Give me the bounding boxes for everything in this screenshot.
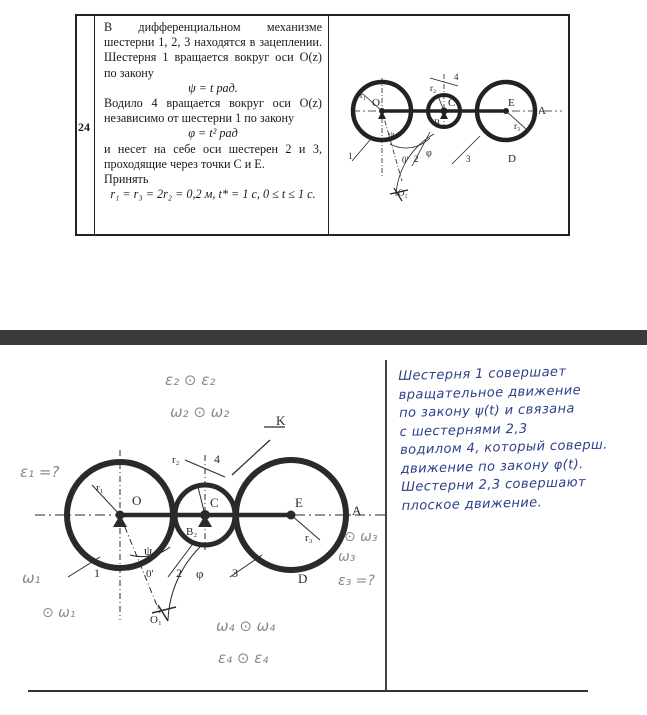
- task-line: проходящие через точки C и E.: [104, 156, 265, 171]
- label-D: D: [298, 571, 308, 586]
- note-line: движение по закону φ(t).: [400, 456, 584, 477]
- bottom-border: [28, 690, 588, 692]
- label-O: O: [372, 97, 380, 109]
- label-A: A: [352, 503, 362, 518]
- label-E: E: [508, 97, 515, 109]
- label-r2: r₂: [430, 83, 437, 93]
- label-r2: r₂: [172, 454, 180, 466]
- label-C: C: [448, 97, 456, 109]
- label-psi: ψ: [388, 130, 395, 141]
- handwritten-eps3: ε₃ =?: [338, 573, 375, 589]
- label-phi: φ: [426, 148, 432, 159]
- task-line: Принять: [104, 172, 149, 187]
- label-r3: r₃: [514, 121, 521, 131]
- label-3: 3: [232, 566, 238, 580]
- handwritten-notes: [398, 361, 647, 515]
- label-A: A: [538, 105, 546, 117]
- handwritten-omega4: ω₄ ⊙ ω₄: [216, 617, 276, 635]
- page-divider: [0, 330, 647, 345]
- label-4: 4: [214, 452, 220, 466]
- label-3: 3: [466, 154, 471, 164]
- note-line: Шестерни 2,3 совершают: [400, 475, 587, 495]
- task-line: по закону: [104, 65, 154, 80]
- note-line: водилом 4, который соверш.: [399, 437, 608, 458]
- mechanism-figure: [330, 16, 568, 234]
- task-formula-psi: ψ = t рад.: [188, 80, 238, 95]
- task-given-values: r₁ = r₃ = 2r₂ = 0,2 м, t* = 1 с, 0 ≤ t ≤ 1 с.: [110, 187, 316, 202]
- label-D: D: [508, 153, 516, 165]
- handwritten-omega1: ω₁: [22, 569, 41, 587]
- label-B2: B₂: [434, 118, 444, 128]
- label-1: 1: [348, 151, 353, 161]
- note-line: вращательное движение: [398, 382, 582, 403]
- handwritten-eps2: ε₂ ⊙ ε₂: [165, 371, 216, 389]
- label-1: 1: [94, 566, 100, 580]
- label-C: C: [210, 495, 219, 510]
- label-psi: ψ: [144, 543, 153, 558]
- label-phi: φ: [196, 566, 204, 581]
- handwritten-omega3: ⊙ ω₃: [344, 529, 378, 545]
- label-O1: O₁: [150, 614, 162, 626]
- label-r1: r₁: [360, 90, 367, 100]
- label-2: 2: [414, 154, 419, 164]
- note-line: Шестерня 1 совершает: [398, 364, 567, 384]
- task-line: независимо от шестерни 1 по закону: [104, 111, 295, 126]
- task-line: шестерни 1, 2, 3 находятся в зацеплении.: [104, 35, 322, 50]
- label-K: K: [276, 413, 286, 428]
- task-line: и несет на себе оси шестерен 2 и 3,: [104, 141, 322, 156]
- note-line: по закону ψ(t) и связана: [398, 401, 576, 421]
- note-line: с шестернями 2,3: [399, 421, 528, 440]
- task-text: [96, 16, 329, 234]
- label-B2: B₂: [186, 526, 198, 538]
- label-O-prime: 0': [402, 155, 409, 165]
- label-O: O: [132, 493, 142, 508]
- label-O-prime: 0': [146, 568, 154, 580]
- label-2: 2: [176, 566, 182, 580]
- note-line: плоское движение.: [401, 494, 543, 514]
- task-line: Шестерня 1 вращается вокруг оси O(z): [104, 50, 322, 65]
- label-r3: r₃: [305, 532, 313, 544]
- label-O1: O₁: [398, 188, 408, 198]
- handwritten-omega2: ω₂ ⊙ ω₂: [170, 403, 230, 421]
- annotated-mechanism: [0, 345, 390, 690]
- column-divider: [385, 360, 387, 690]
- annotated-figure: [0, 345, 390, 690]
- mechanism-figure-cell: [330, 16, 568, 234]
- task-formula-phi: φ = t² рад: [188, 126, 238, 141]
- handwritten-eps4: ε₄ ⊙ ε₄: [218, 649, 269, 667]
- task-line: В дифференциальном механизме: [104, 20, 322, 34]
- label-E: E: [295, 495, 303, 510]
- handwritten-omega1-vec: ⊙ ω₁: [42, 605, 76, 621]
- label-4: 4: [454, 72, 459, 82]
- task-table: [75, 14, 570, 236]
- label-r1: r₁: [96, 482, 104, 494]
- handwritten-eps1: ε₁ =?: [20, 463, 60, 481]
- task-number: 24: [78, 120, 90, 134]
- task-number-cell: [77, 16, 95, 234]
- handwritten-omega3b: ω₃: [338, 549, 356, 565]
- task-line: Водило 4 вращается вокруг оси O(z): [104, 96, 322, 111]
